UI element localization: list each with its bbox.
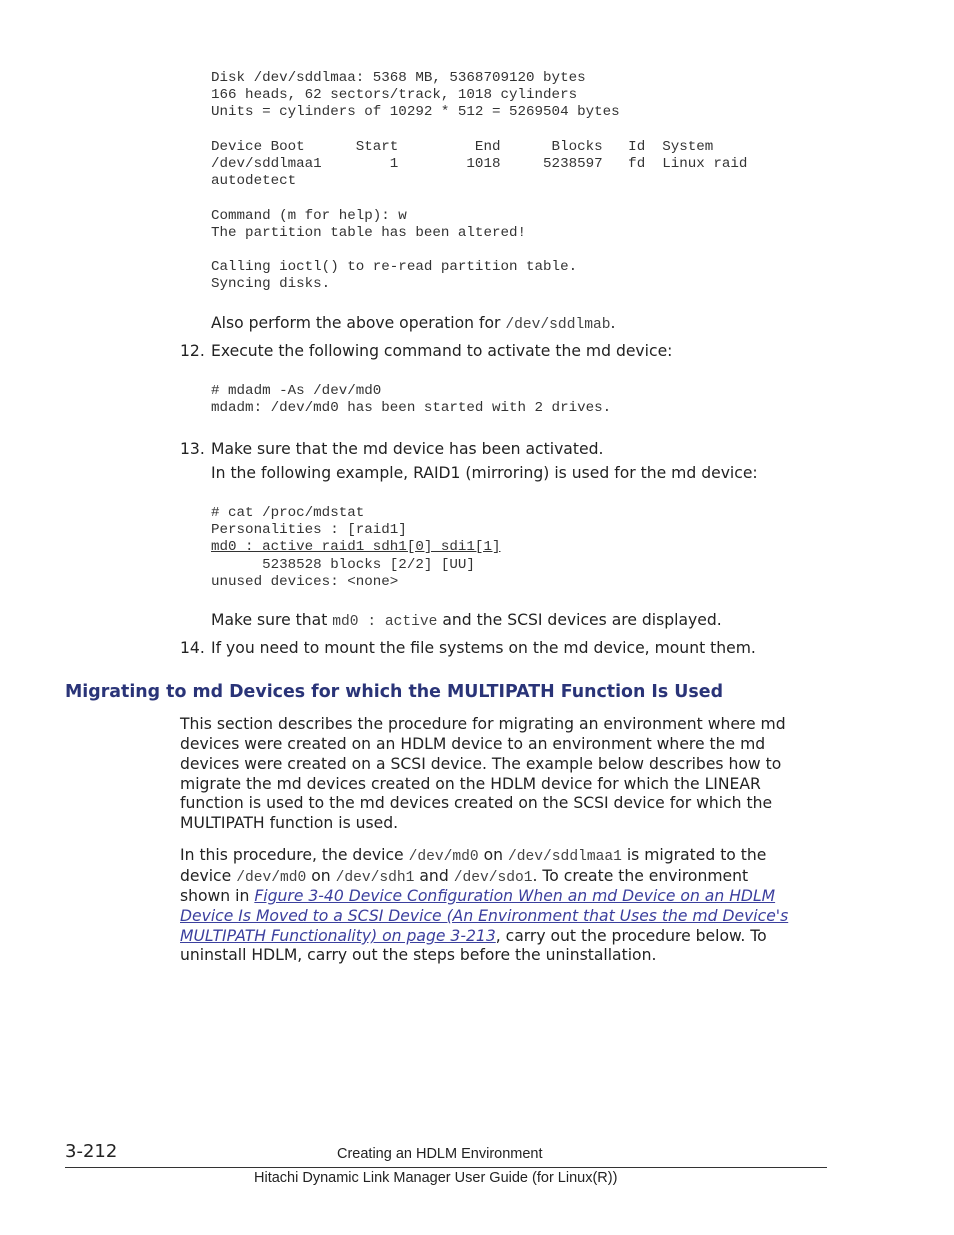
paragraph-line: uninstall HDLM, carry out the steps before the uninstallation. [180,946,657,964]
paragraph-line: function is used to the md devices created on the SCSI device for which the [180,794,773,812]
section-heading: Migrating to md Devices for which the MULTIPATH Function Is Used [65,682,724,702]
code-line: mdadm: /dev/md0 has been started with 2 drives. [211,400,612,417]
paragraph-line: MULTIPATH function is used. [180,814,399,832]
step-text: Execute the following command to activate the md device: [211,342,673,360]
step-subtext: In the following example, RAID1 (mirroring) is used for the md device: [211,464,758,482]
paragraph-line: device /dev/md0 on /dev/sdh1 and /dev/sdo1. To create the environment [180,867,749,886]
step-number: 12. [180,342,205,360]
also-perform-text: Also perform the above operation for /dev/sddlmab. [211,314,616,333]
code-line: # cat /proc/mdstat [211,505,365,521]
code-line: Syncing disks. [211,276,331,293]
code-line: unused devices: <none> [211,573,399,590]
code-line: autodetect [211,173,297,190]
code-line: 5238528 blocks [2/2] [UU] [211,556,475,573]
paragraph-line: devices were created on a SCSI device. The example below describes how to [180,755,782,773]
paragraph-line [180,907,788,927]
code-block-fdisk [211,70,747,294]
inline-code: /dev/sdh1 [335,870,415,886]
footer-book-title: Hitachi Dynamic Link Manager User Guide (for Linux(R)) [254,1170,618,1186]
inline-code: /dev/md0 [236,870,307,886]
confirm-text: Make sure that md0 : active and the SCSI devices are displayed. [211,611,722,630]
code-line: Device Boot Start End Blocks Id System [211,138,714,155]
step-text: If you need to mount the file systems on the md device, mount them. [211,639,756,657]
page-number: 3-212 [65,1141,118,1162]
step-text: Make sure that the md device has been activated. [211,440,604,458]
inline-code: md0 : active [332,614,438,630]
code-line: /dev/sddlmaa1 1 1018 5238597 fd Linux raid [211,156,748,173]
figure-cross-reference-link[interactable]: Figure 3-40 Device Configuration When an md Device on an HDLM [254,887,776,905]
code-line: 166 heads, 62 sectors/track, 1018 cylinders [211,87,578,104]
code-line: Personalities : [raid1] [211,522,407,539]
footer-chapter-title: Creating an HDLM Environment [337,1146,543,1162]
paragraph-line: devices were created on an HDLM device to an environment where the md [180,735,766,753]
step-number: 14. [180,639,205,657]
code-line: Units = cylinders of 10292 * 512 = 5269504 bytes [211,104,620,121]
inline-code: /dev/sddlmab [505,317,611,333]
inline-code: /dev/sdo1 [453,870,533,886]
inline-code: /dev/sddlmaa1 [508,849,622,865]
figure-cross-reference-link[interactable]: MULTIPATH Functionality) on page 3-213 [180,927,496,945]
code-line: Calling ioctl() to re-read partition table. [211,259,578,276]
paragraph-line: In this procedure, the device /dev/md0 on /dev/sddlmaa1 is migrated to the [180,846,767,865]
code-line-underlined: md0 : active raid1 sdh1[0] sdi1[1] [211,539,501,556]
paragraph-line: migrate the md devices created on the HDLM device for which the LINEAR [180,775,761,793]
figure-cross-reference-link[interactable]: Device Is Moved to a SCSI Device (An Environment that Uses the md Device's [180,907,789,925]
paragraph-line: This section describes the procedure for migrating an environment where md [180,715,786,733]
code-block-mdadm [211,383,611,417]
code-line: # mdadm -As /dev/md0 [211,383,382,399]
paragraph-line: MULTIPATH Functionality) on page 3-213, carry out the procedure below. To [180,927,767,945]
code-line: The partition table has been altered! [211,224,527,241]
code-block-mdstat [211,505,500,591]
inline-code: /dev/md0 [408,849,479,865]
footer-divider [65,1167,827,1168]
paragraph-line: shown in Figure 3-40 Device Configuration When an md Device on an HDLM [180,887,776,905]
step-number: 13. [180,440,205,458]
code-line: Command (m for help): w [211,207,407,224]
code-line: Disk /dev/sddlmaa: 5368 MB, 5368709120 bytes [211,70,586,86]
